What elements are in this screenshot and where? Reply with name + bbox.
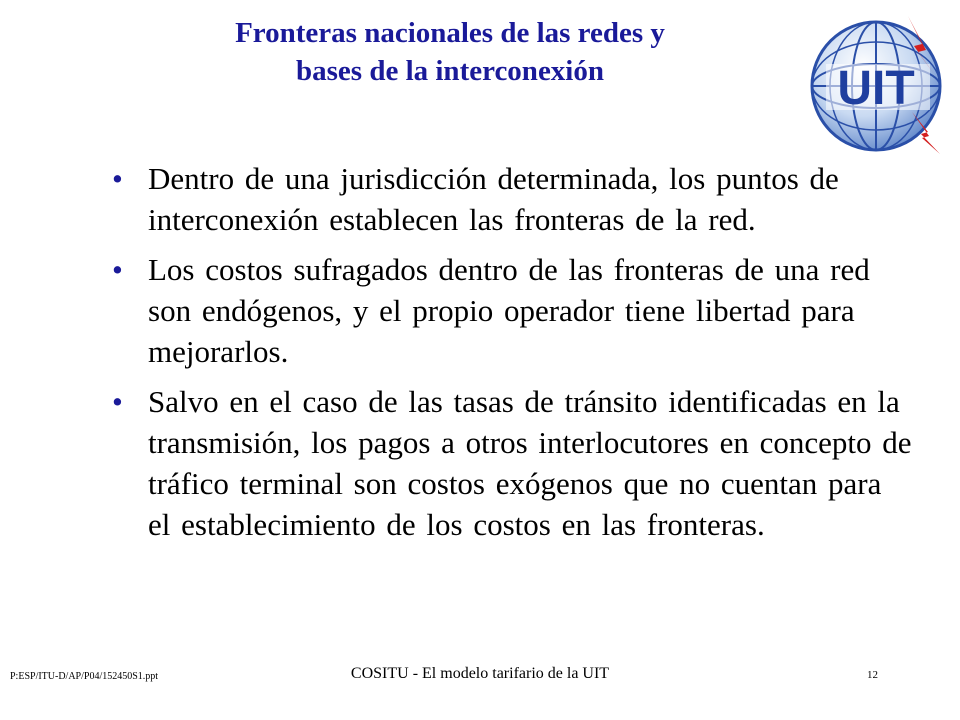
bullet-marker: • [112, 161, 123, 196]
footer-title: COSITU - El modelo tarifario de la UIT [350, 665, 610, 682]
logo-text: UIT [837, 62, 915, 115]
bullet-marker: • [112, 384, 123, 419]
itu-globe-logo-icon [804, 8, 954, 158]
bullet-text: Dentro de una jurisdicción determinada, los puntos de interconexión establecen las fronteras de la red. [148, 161, 839, 237]
page-number: 12 [867, 669, 878, 681]
bullet-item [112, 158, 912, 240]
bullet-marker: • [112, 252, 123, 287]
slide-title-line-1: Fronteras nacionales de las redes y [235, 17, 665, 49]
bullet-text: Los costos sufragados dentro de las fronteras de una red son endógenos, y el propio operador tiene libertad para mejorarlos. [148, 252, 870, 369]
bullet-item [112, 249, 912, 372]
bullet-list [112, 158, 912, 554]
bullet-item [112, 381, 912, 545]
bullet-text: Salvo en el caso de las tasas de tránsito identificadas en la transmisión, los pagos a otros interlocutores en concepto de tráfico terminal son costos exógenos que no cuentan para el establecimiento de los costos en las fronteras. [148, 384, 912, 542]
slide-title-line-2: bases de la interconexión [296, 55, 604, 87]
slide-title [150, 14, 750, 90]
footer-file-path: P:ESP/ITU-D/AP/P04/152450S1.ppt [10, 671, 159, 682]
